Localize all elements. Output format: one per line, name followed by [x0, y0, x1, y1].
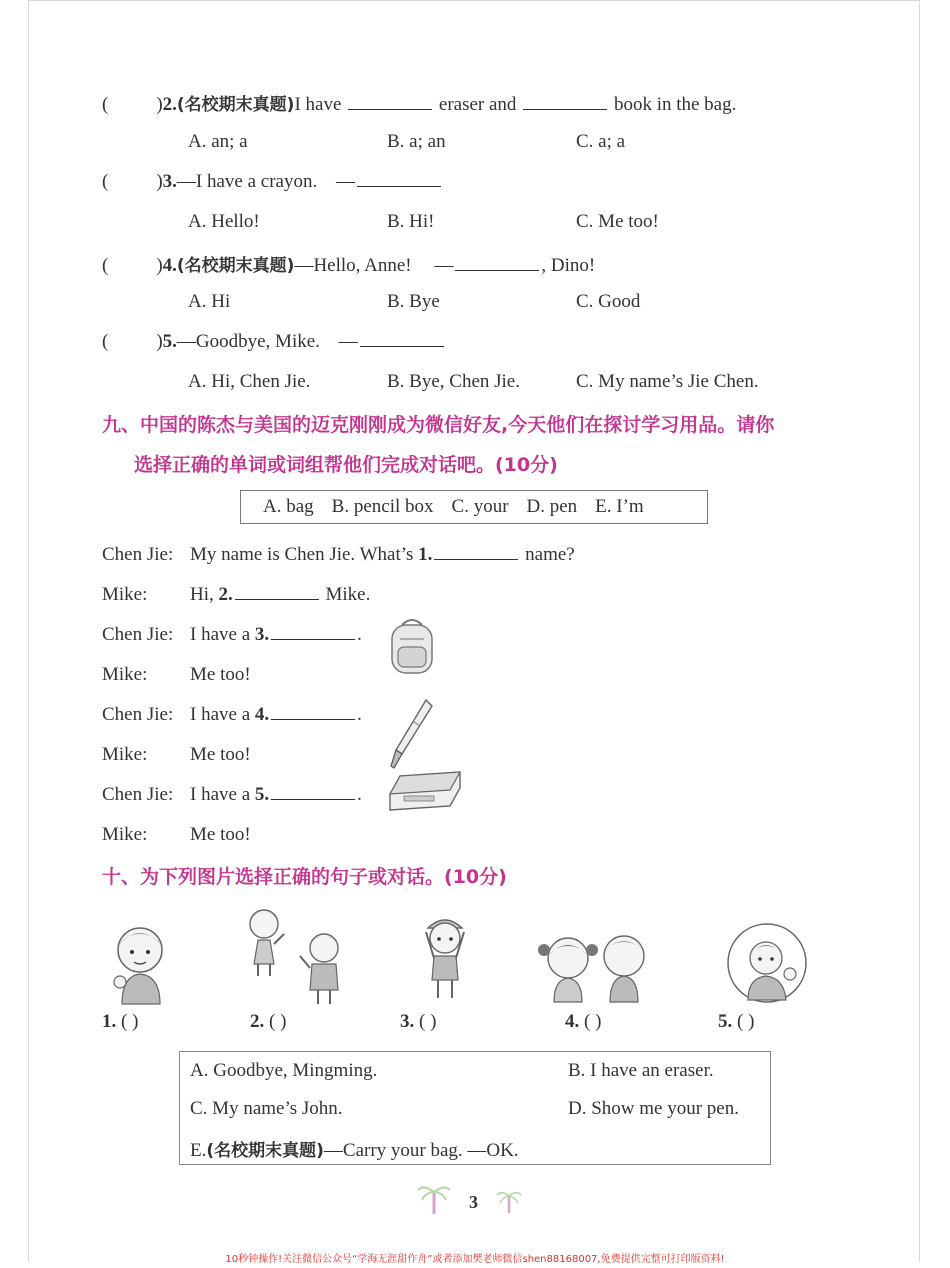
item-number: 5. [718, 1011, 733, 1032]
speaker-name: Mike: [102, 824, 148, 845]
answer-paren: ( ) [737, 1011, 755, 1032]
answer-blank [360, 345, 444, 347]
answer-blank [271, 638, 355, 640]
dialogue-text: Me too! [190, 744, 251, 765]
blank-number: 1. [418, 544, 433, 565]
option-c: C. Good [576, 291, 641, 312]
answer-paren-open: ( [102, 171, 109, 192]
option-b: B. Bye [387, 291, 440, 312]
answer-blank [434, 558, 518, 560]
word-option: A. bag [263, 496, 314, 517]
question-text: I have [294, 94, 342, 115]
picture-answer-5 [718, 1011, 754, 1033]
answer-blank [348, 108, 432, 110]
dialogue-text: Me too! [190, 664, 251, 685]
option-a: A. an; a [188, 131, 248, 152]
speaker-name: Chen Jie: [102, 544, 174, 565]
dialogue-text: . [357, 624, 362, 645]
option-b: B. Bye, Chen Jie. [387, 371, 520, 392]
dialogue-text: I have a [190, 704, 251, 725]
word-option: B. pencil box [331, 496, 434, 517]
picture-4-two-children [534, 928, 654, 1004]
picture-3-child-cap [418, 910, 472, 1006]
answer-paren-open: ( [102, 94, 109, 115]
picture-answer-4 [565, 1011, 601, 1033]
answer-paren: ( ) [584, 1011, 602, 1032]
option-b: B. Hi! [387, 211, 435, 232]
word-option: D. pen [526, 496, 578, 517]
picture-2-children [238, 904, 350, 1008]
sentence-options-box [179, 1051, 771, 1165]
item-number: 1. [102, 1011, 117, 1032]
blank-number: 4. [254, 704, 270, 725]
dialogue-text: Hi, [190, 584, 214, 605]
dialogue-text: Me too! [190, 824, 251, 845]
exam-tag: (名校期末真题) [206, 1141, 324, 1161]
answer-blank [235, 598, 319, 600]
dialogue-text: . [357, 704, 362, 725]
answer-paren-close: ) [156, 331, 163, 352]
speaker-name: Chen Jie: [102, 624, 174, 645]
blank-number: 3. [254, 624, 270, 645]
question-5 [102, 331, 446, 353]
question-number: 2. [162, 94, 177, 115]
picture-5-boy-portrait [726, 922, 808, 1004]
question-text: — [335, 171, 355, 192]
question-2 [102, 90, 736, 116]
picture-answer-3 [400, 1011, 436, 1033]
dialogue-text: . [357, 784, 362, 805]
palm-decoration-right-icon [496, 1188, 522, 1214]
option-letter: E. [190, 1140, 207, 1161]
question-text: — [434, 255, 454, 276]
section-10-title: 十、为下列图片选择正确的句子或对话。(10分) [102, 866, 507, 888]
option-b: B. a; an [387, 131, 446, 152]
pencil-box-illustration [386, 770, 464, 812]
speaker-name: Chen Jie: [102, 704, 174, 725]
word-option: E. I’m [595, 496, 644, 517]
dialogue-text: My name is Chen Jie. What’s [190, 544, 414, 565]
option-a: A. Hi, Chen Jie. [188, 371, 311, 392]
answer-paren-open: ( [102, 331, 109, 352]
item-number: 4. [565, 1011, 580, 1032]
dialogue-line [102, 624, 362, 646]
question-3 [102, 171, 443, 193]
option-a: A. Hello! [188, 211, 260, 232]
sentence-option-d: D. Show me your pen. [568, 1098, 739, 1119]
bag-illustration [384, 615, 440, 677]
option-c: C. a; a [576, 131, 626, 152]
answer-blank [357, 185, 441, 187]
question-text: eraser and [438, 94, 517, 115]
option-text: —Carry your bag. —OK. [323, 1140, 519, 1161]
picture-1-boy [108, 920, 172, 1006]
question-number: 5. [162, 331, 177, 352]
footer-promo-note: 10秒钟操作!关注微信公众号“学海无涯甜作舟”或者添加樊老师微信shen88168007,免费提供完整可打印版资料! [225, 1254, 725, 1265]
sentence-option-a: A. Goodbye, Mingming. [190, 1060, 378, 1081]
question-text: — [338, 331, 358, 352]
sentence-option-e [190, 1136, 519, 1162]
answer-blank [271, 798, 355, 800]
speaker-name: Mike: [102, 744, 148, 765]
answer-paren-open: ( [102, 255, 109, 276]
answer-blank [523, 108, 607, 110]
answer-blank [271, 718, 355, 720]
exam-tag: (名校期末真题) [176, 95, 295, 115]
sentence-option-b: B. I have an eraser. [568, 1060, 714, 1081]
dialogue-line [102, 784, 362, 806]
speaker-name: Mike: [102, 664, 148, 685]
answer-paren-close: ) [156, 94, 163, 115]
section-9-title-line1: 九、中国的陈杰与美国的迈克刚刚成为微信好友,今天他们在探讨学习用品。请你 [102, 414, 775, 436]
word-option: C. your [451, 496, 509, 517]
dialogue-text: I have a [190, 784, 251, 805]
dialogue-text: name? [525, 544, 575, 565]
answer-paren: ( ) [121, 1011, 139, 1032]
question-text: book in the bag. [613, 94, 737, 115]
section-9-title-line2: 选择正确的单词或词组帮他们完成对话吧。(10分) [134, 454, 558, 476]
option-c: C. Me too! [576, 211, 659, 232]
picture-answer-2 [250, 1011, 286, 1033]
item-number: 3. [400, 1011, 415, 1032]
dialogue-line [102, 584, 370, 606]
answer-paren-close: ) [156, 255, 163, 276]
pen-illustration [386, 696, 436, 772]
dialogue-line [102, 824, 251, 846]
answer-paren-close: ) [156, 171, 163, 192]
sentence-option-c: C. My name’s John. [190, 1098, 343, 1119]
dialogue-line [102, 664, 251, 686]
dialogue-line [102, 704, 362, 726]
blank-number: 5. [254, 784, 270, 805]
question-text: , Dino! [541, 255, 596, 276]
answer-blank [455, 269, 539, 271]
question-number: 4. [162, 255, 177, 276]
blank-number: 2. [218, 584, 233, 605]
option-a: A. Hi [188, 291, 231, 312]
question-text: —Hello, Anne! [294, 255, 412, 276]
speaker-name: Chen Jie: [102, 784, 174, 805]
speaker-name: Mike: [102, 584, 148, 605]
item-number: 2. [250, 1011, 265, 1032]
question-text: —Goodbye, Mike. [176, 331, 320, 352]
dialogue-line [102, 544, 575, 566]
page-number: 3 [469, 1192, 478, 1212]
question-text: —I have a crayon. [176, 171, 318, 192]
dialogue-text: Mike. [325, 584, 371, 605]
word-bank [240, 490, 708, 524]
dialogue-line [102, 744, 251, 766]
answer-paren: ( ) [269, 1011, 287, 1032]
exam-tag: (名校期末真题) [176, 256, 295, 276]
question-number: 3. [162, 171, 177, 192]
question-4 [102, 251, 595, 277]
answer-paren: ( ) [419, 1011, 437, 1032]
palm-decoration-left-icon [416, 1180, 452, 1216]
option-c: C. My name’s Jie Chen. [576, 371, 759, 392]
picture-answer-1 [102, 1011, 138, 1033]
dialogue-text: I have a [190, 624, 251, 645]
